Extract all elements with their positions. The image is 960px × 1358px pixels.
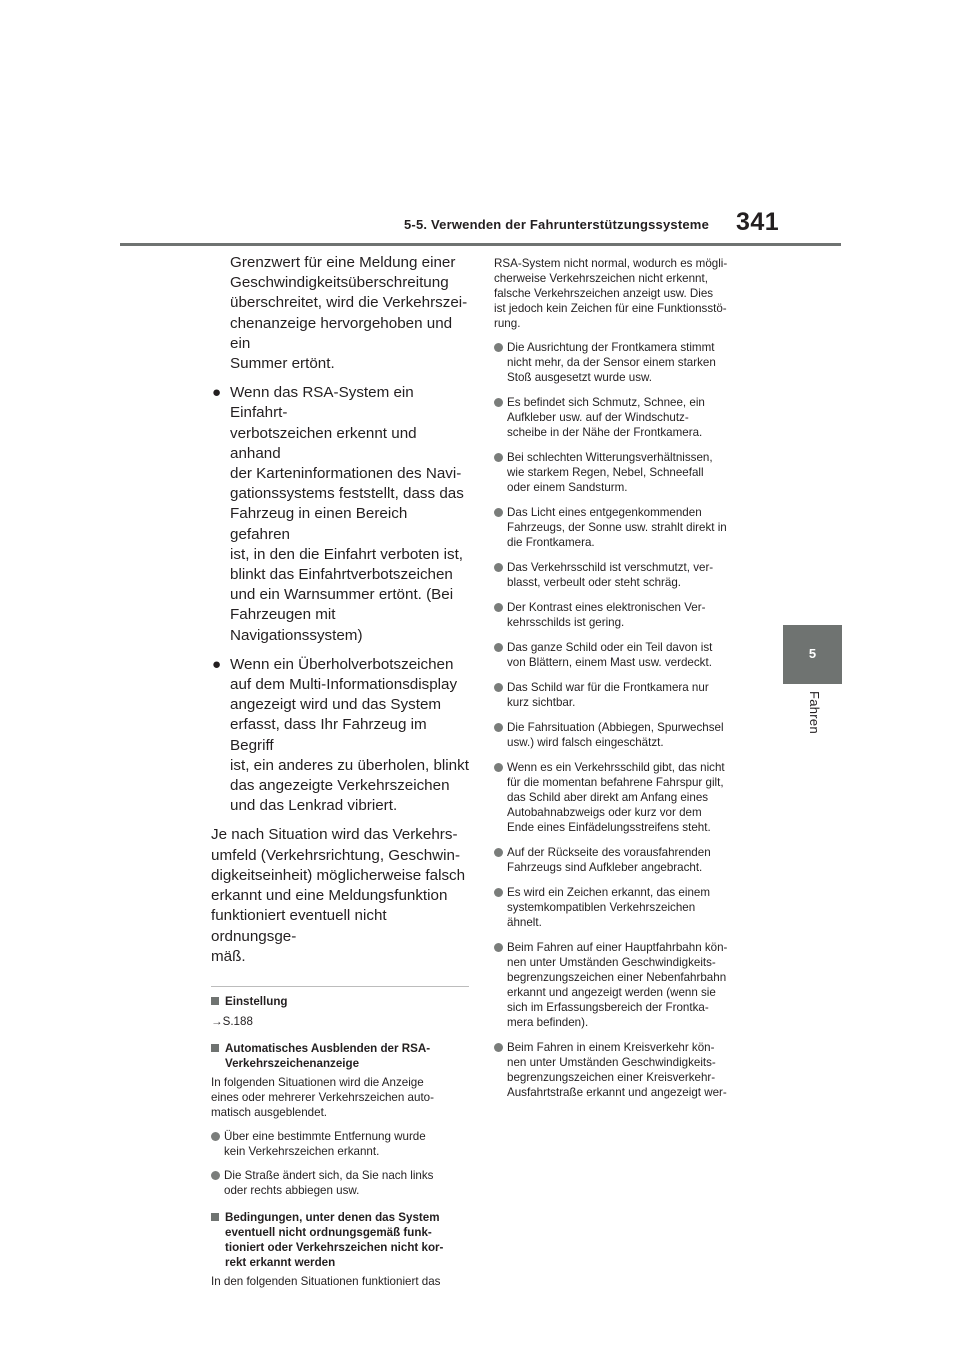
text-line: überschreitet, wird die Verkehrszei- bbox=[230, 294, 468, 312]
text-line: Wenn es ein Verkehrsschild gibt, das nicht bbox=[507, 761, 725, 774]
text-line: Fahrzeugen mit Navigationssystem) bbox=[230, 606, 363, 644]
section-heading-einstellung bbox=[211, 994, 469, 1009]
text-line: auf dem Multi-Informationsdisplay bbox=[230, 676, 458, 694]
text-line: und das Lenkrad vibriert. bbox=[230, 797, 398, 815]
text-line: Fahrzeugs, der Sonne usw. strahlt direkt in bbox=[507, 521, 727, 534]
left-column bbox=[211, 253, 469, 1289]
list-item bbox=[494, 640, 760, 670]
text-line: erfasst, dass Ihr Fahrzeug im Begriff bbox=[230, 716, 427, 754]
text-line: In folgenden Situationen wird die Anzeige bbox=[211, 1075, 424, 1089]
bullet-item bbox=[211, 383, 469, 646]
bullet-item bbox=[211, 655, 469, 817]
text-line: kein Verkehrszeichen erkannt. bbox=[224, 1144, 380, 1158]
body-paragraph bbox=[211, 825, 469, 966]
text-line: mera befinden). bbox=[507, 1016, 589, 1029]
chapter-tab[interactable]: 5 bbox=[783, 625, 842, 684]
heading-text: eventuell nicht ordnungsgemäß funk- bbox=[225, 1225, 432, 1239]
text-line: wie starkem Regen, Nebel, Schneefall bbox=[507, 466, 704, 479]
list-item bbox=[494, 560, 760, 590]
text-line: Bei schlechten Witterungsverhältnissen, bbox=[507, 451, 713, 464]
list-item bbox=[494, 505, 760, 550]
text-line: rung. bbox=[494, 317, 521, 330]
section-heading-ausblenden bbox=[211, 1041, 469, 1071]
text-line: RSA-System nicht normal, wodurch es mögli- bbox=[494, 257, 728, 270]
circle-bullet-icon bbox=[211, 1132, 220, 1141]
text-line: Das ganze Schild oder ein Teil davon ist bbox=[507, 641, 713, 654]
circle-bullet-icon bbox=[494, 1043, 503, 1052]
section-divider bbox=[211, 986, 469, 987]
section-title: 5-5. Verwenden der Fahrunterstützungssysteme bbox=[404, 217, 709, 232]
text-line: Stoß ausgesetzt wurde usw. bbox=[507, 371, 652, 384]
text-line: oder einem Sandsturm. bbox=[507, 481, 628, 494]
text-line: Ende eines Einfädelungsstreifens steht. bbox=[507, 821, 711, 834]
heading-text: Einstellung bbox=[225, 994, 288, 1008]
text-line: Fahrzeugs sind Aufkleber angebracht. bbox=[507, 861, 703, 874]
text-line: Fahrzeug in einen Bereich gefahren bbox=[230, 505, 408, 543]
bullet-dot-icon: ● bbox=[212, 655, 222, 673]
text-line: gationssystems feststellt, dass das bbox=[230, 485, 464, 503]
text-line: ähnelt. bbox=[507, 916, 542, 929]
right-column bbox=[494, 256, 760, 1100]
circle-bullet-icon bbox=[494, 563, 503, 572]
text-line: Summer ertönt. bbox=[230, 355, 335, 373]
circle-bullet-icon bbox=[211, 1171, 220, 1180]
heading-text: Verkehrszeichenanzeige bbox=[225, 1056, 360, 1070]
circle-bullet-icon bbox=[494, 643, 503, 652]
text-line: ist jedoch kein Zeichen für eine Funktionsstö- bbox=[494, 302, 727, 315]
text-line: matisch ausgeblendet. bbox=[211, 1105, 328, 1119]
circle-bullet-icon bbox=[494, 343, 503, 352]
text-line: kurz sichtbar. bbox=[507, 696, 576, 709]
list-item bbox=[494, 340, 760, 385]
text-line: systemkompatiblen Verkehrszeichen bbox=[507, 901, 696, 914]
text-line: eines oder mehrerer Verkehrszeichen auto- bbox=[211, 1090, 434, 1104]
heading-text: rekt erkannt werden bbox=[225, 1255, 336, 1269]
text-line: umfeld (Verkehrsrichtung, Geschwin- bbox=[211, 846, 461, 864]
text-line: sich im Erfassungsbereich der Frontka- bbox=[507, 1001, 709, 1014]
list-item bbox=[494, 1040, 760, 1100]
text-line: für die momentan befahrene Fahrspur gilt, bbox=[507, 776, 724, 789]
text-line: Das Verkehrsschild ist verschmutzt, ver- bbox=[507, 561, 714, 574]
text-line: Ausfahrtstraße erkannt und angezeigt wer- bbox=[507, 1086, 727, 1099]
list-item bbox=[494, 395, 760, 440]
continued-paragraph bbox=[494, 256, 760, 331]
text-line: die Frontkamera. bbox=[507, 536, 595, 549]
text-line: funktioniert eventuell nicht ordnungsge- bbox=[211, 907, 387, 945]
text-line: Das Schild war für die Frontkamera nur bbox=[507, 681, 709, 694]
heading-text: tioniert oder Verkehrszeichen nicht kor- bbox=[225, 1240, 444, 1254]
text-line: oder rechts abbiegen usw. bbox=[224, 1183, 360, 1197]
text-line: chenanzeige hervorgehoben und ein bbox=[230, 314, 453, 352]
square-bullet-icon bbox=[211, 997, 219, 1005]
list-item bbox=[494, 450, 760, 495]
text-line: ist, in den die Einfahrt verboten ist, bbox=[230, 545, 464, 563]
text-line: nen unter Umständen Geschwindigkeits- bbox=[507, 1056, 716, 1069]
circle-bullet-icon bbox=[494, 723, 503, 732]
text-line: nen unter Umständen Geschwindigkeits- bbox=[507, 956, 716, 969]
heading-text: Automatisches Ausblenden der RSA- bbox=[225, 1041, 431, 1055]
text-line: Autobahnabzweigs oder kurz vor dem bbox=[507, 806, 702, 819]
list-item bbox=[211, 1129, 469, 1159]
text-line: der Karteninformationen des Navi- bbox=[230, 465, 462, 483]
text-line: das Schild aber direkt am Anfang eines bbox=[507, 791, 709, 804]
text-line: scheibe in der Nähe der Frontkamera. bbox=[507, 426, 703, 439]
chapter-label: Fahren bbox=[807, 691, 822, 734]
text-line: Beim Fahren auf einer Hauptfahrbahn kön- bbox=[507, 941, 728, 954]
text-line: digkeitseinheit) möglicherweise falsch bbox=[211, 866, 466, 884]
text-line: Geschwindigkeitsüberschreitung bbox=[230, 274, 449, 292]
circle-bullet-icon bbox=[494, 888, 503, 897]
text-line: cherweise Verkehrszeichen nicht erkennt, bbox=[494, 272, 708, 285]
text-line: Der Kontrast eines elektronischen Ver- bbox=[507, 601, 706, 614]
circle-bullet-icon bbox=[494, 943, 503, 952]
bullet-dot-icon: ● bbox=[212, 384, 222, 402]
text-line: blasst, verbeult oder steht schräg. bbox=[507, 576, 681, 589]
text-line: Je nach Situation wird das Verkehrs- bbox=[211, 826, 458, 844]
text-line: begrenzungszeichen einer Nebenfahrbahn bbox=[507, 971, 727, 984]
circle-bullet-icon bbox=[494, 603, 503, 612]
text-line: Wenn das RSA-System ein Einfahrt- bbox=[230, 384, 414, 422]
text-line: erkannt und eine Meldungsfunktion bbox=[211, 887, 448, 905]
circle-bullet-icon bbox=[494, 763, 503, 772]
text-line: Auf der Rückseite des vorausfahrenden bbox=[507, 846, 711, 859]
list-item bbox=[494, 845, 760, 875]
text-line: Es wird ein Zeichen erkannt, das einem bbox=[507, 886, 710, 899]
text-line: usw.) wird falsch eingeschätzt. bbox=[507, 736, 664, 749]
list-item bbox=[211, 1168, 469, 1198]
text-line: verbotszeichen erkennt und anhand bbox=[230, 424, 417, 462]
section-intro bbox=[211, 1075, 469, 1120]
text-line: nicht mehr, da der Sensor einem starken bbox=[507, 356, 716, 369]
text-line: begrenzungszeichen einer Kreisverkehr- bbox=[507, 1071, 716, 1084]
text-line: Die Fahrsituation (Abbiegen, Spurwechsel bbox=[507, 721, 724, 734]
text-line: Beim Fahren in einem Kreisverkehr kön- bbox=[507, 1041, 715, 1054]
text-line: Die Ausrichtung der Frontkamera stimmt bbox=[507, 341, 715, 354]
text-line: angezeigt wird und das System bbox=[230, 696, 442, 714]
text-line: Die Straße ändert sich, da Sie nach links bbox=[224, 1168, 434, 1182]
list-item bbox=[494, 760, 760, 835]
list-item bbox=[494, 885, 760, 930]
text-line: ist, ein anderes zu überholen, blinkt bbox=[230, 756, 469, 774]
list-item bbox=[494, 600, 760, 630]
circle-bullet-icon bbox=[494, 683, 503, 692]
page-number: 341 bbox=[736, 208, 780, 236]
square-bullet-icon bbox=[211, 1044, 219, 1052]
continued-paragraph bbox=[211, 253, 469, 374]
text-line: falsche Verkehrszeichen anzeigt usw. Dies bbox=[494, 287, 714, 300]
section-heading-bedingungen bbox=[211, 1210, 469, 1270]
text-line: von Blättern, einem Mast usw. verdeckt. bbox=[507, 656, 712, 669]
list-item bbox=[494, 720, 760, 750]
text-line: das angezeigte Verkehrszeichen bbox=[230, 777, 450, 795]
square-bullet-icon bbox=[211, 1213, 219, 1221]
circle-bullet-icon bbox=[494, 848, 503, 857]
text-line: mäß. bbox=[211, 947, 246, 965]
circle-bullet-icon bbox=[494, 508, 503, 517]
section-intro: In den folgenden Situationen funktioniert das bbox=[211, 1274, 441, 1288]
list-item bbox=[494, 940, 760, 1030]
page-reference-link[interactable]: →S.188 bbox=[211, 1014, 253, 1028]
text-line: Aufkleber usw. auf der Windschutz- bbox=[507, 411, 689, 424]
text-line: Grenzwert für eine Meldung einer bbox=[230, 254, 456, 271]
text-line: Über eine bestimmte Entfernung wurde bbox=[224, 1129, 426, 1143]
heading-text: Bedingungen, unter denen das System bbox=[225, 1210, 440, 1224]
text-line: kehrsschilds ist gering. bbox=[507, 616, 625, 629]
text-line: und ein Warnsummer ertönt. (Bei bbox=[230, 586, 454, 604]
circle-bullet-icon bbox=[494, 398, 503, 407]
circle-bullet-icon bbox=[494, 453, 503, 462]
text-line: Wenn ein Überholverbotszeichen bbox=[230, 655, 454, 673]
text-line: Es befindet sich Schmutz, Schnee, ein bbox=[507, 396, 705, 409]
text-line: erkannt und angezeigt werden (wenn sie bbox=[507, 986, 716, 999]
text-line: blinkt das Einfahrtverbotszeichen bbox=[230, 566, 453, 584]
text-line: Das Licht eines entgegenkommenden bbox=[507, 506, 702, 519]
header-rule bbox=[120, 243, 841, 246]
list-item bbox=[494, 680, 760, 710]
